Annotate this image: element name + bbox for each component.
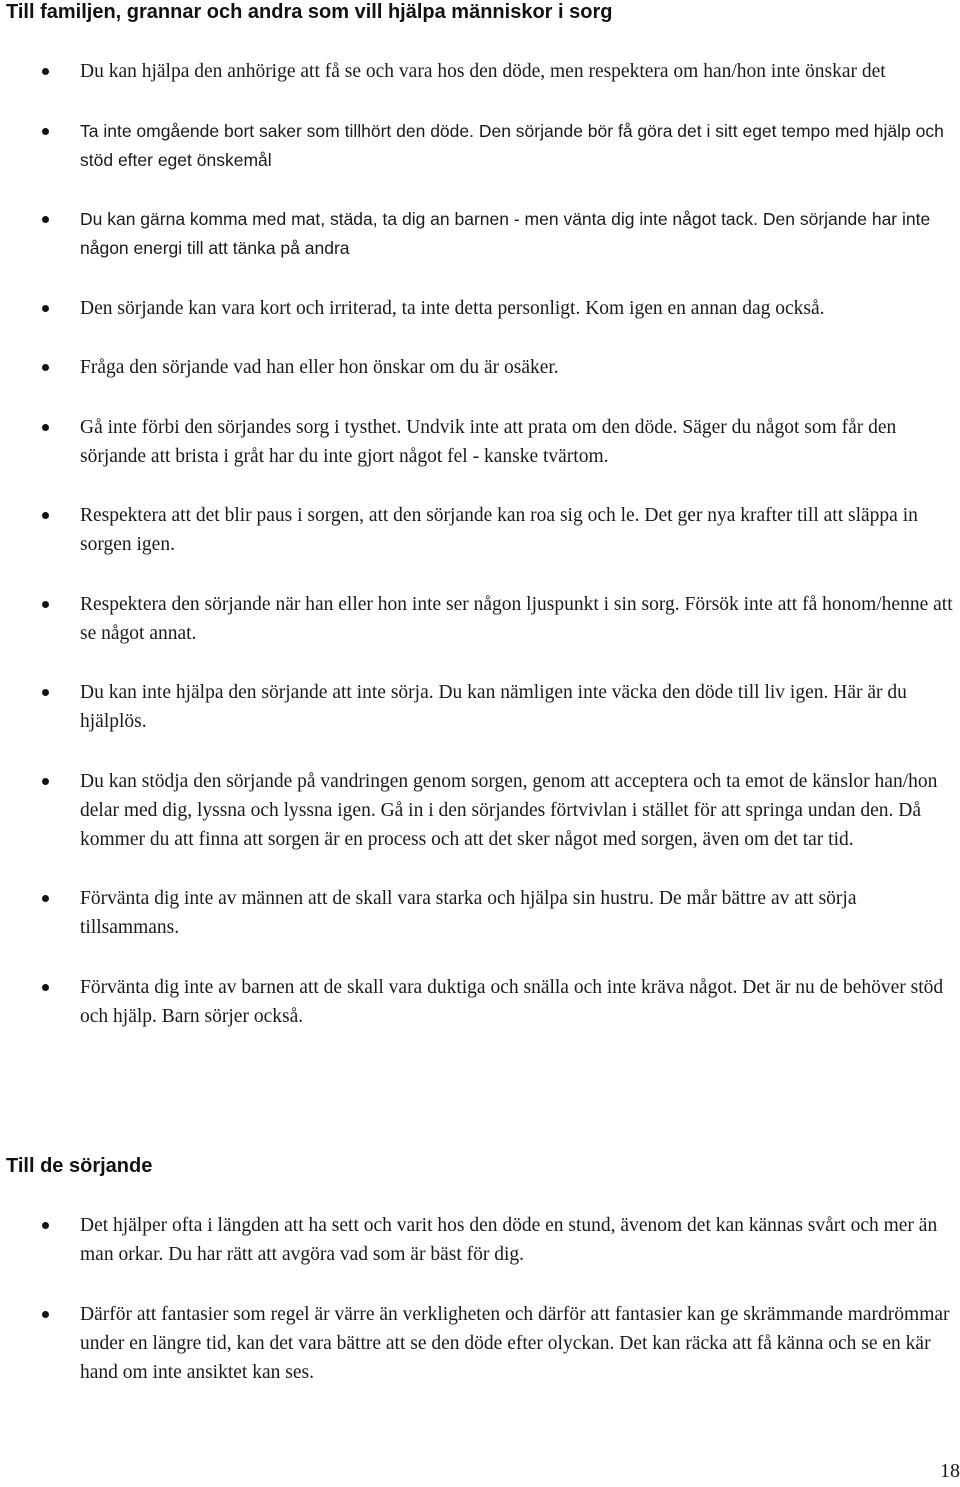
list-item-text: Förvänta dig inte av barnen att de skall vara duktiga och snälla och inte kräva något. Det är nu de behöver stöd och hjälp. Barn sörjer också. <box>80 976 944 1027</box>
list-item <box>0 767 960 854</box>
list-item <box>0 590 960 648</box>
list-item-text: Det hjälper ofta i längden att ha sett och varit hos den döde en stund, ävenom det kan kännas svårt och mer än man orkar. Du har rätt att avgöra vad som är bäst för dig. <box>80 1215 938 1265</box>
list-item-text: Förvänta dig inte av männen att de skall vara starka och hjälpa sin hustru. De mår bättre av att sörja tillsammans. <box>80 888 857 938</box>
bullet-icon <box>42 984 49 991</box>
list-item-text: Gå inte förbi den sörjandes sorg i tysthet. Undvik inte att prata om den döde. Säger du något som får den sörjande att brista i gråt har du inte gjort något fel - kanske tvärtom. <box>80 416 897 467</box>
list-item <box>0 501 960 559</box>
list-item-text: Du kan hjälpa den anhörige att få se och vara hos den döde, men respektera om han/hon inte önskar det <box>80 61 886 82</box>
list-item <box>0 884 960 942</box>
page-number: 18 <box>940 1460 960 1482</box>
list-item <box>0 353 960 382</box>
bullet-icon <box>42 305 49 312</box>
advice-list-bereaved <box>0 1211 960 1417</box>
bullet-icon <box>42 778 49 785</box>
bullet-icon <box>42 512 49 519</box>
list-item <box>0 57 960 86</box>
bullet-icon <box>42 895 49 902</box>
bullet-icon <box>42 689 49 696</box>
section-heading-bereaved: Till de sörjande <box>6 1155 153 1177</box>
list-item <box>0 413 960 471</box>
list-item-text: Du kan gärna komma med mat, städa, ta dig an barnen - men vänta dig inte något tack. Den sörjande har inte någon energi till att tänka på andra <box>80 209 931 258</box>
list-item <box>0 117 960 175</box>
list-item-text: Den sörjande kan vara kort och irriterad, ta inte detta personligt. Kom igen en annan dag också. <box>80 297 825 319</box>
list-item-text: Respektera den sörjande när han eller hon inte ser någon ljuspunkt i sin sorg. Försök inte att få honom/henne att se något annat. <box>80 593 953 644</box>
list-item-text: Du kan inte hjälpa den sörjande att inte sörja. Du kan nämligen inte väcka den döde till liv igen. Här är du hjälplös. <box>80 682 907 732</box>
bullet-icon <box>42 601 49 608</box>
bullet-icon <box>42 128 49 135</box>
list-item-text: Du kan stödja den sörjande på vandringen genom sorgen, genom att acceptera och ta emot de känslor han/hon delar med dig, lyssna och lyssna igen. Gå in i den sörjandes förtvivlan i stället för att springa undan den. Då kommer du att finna att sorgen är en process och att det sker något med sorgen, även om det tar tid. <box>80 770 938 850</box>
bullet-icon <box>42 1311 49 1318</box>
list-item <box>0 973 960 1031</box>
list-item <box>0 205 960 263</box>
advice-list-family <box>0 57 960 1061</box>
bullet-icon <box>42 364 49 371</box>
list-item <box>0 294 960 323</box>
bullet-icon <box>42 1222 49 1229</box>
bullet-icon <box>42 216 49 223</box>
list-item-text: Därför att fantasier som regel är värre än verkligheten och därför att fantasier kan ge skrämmande mardrömmar under en längre tid, kan det vara bättre att se den döde efter olyckan. Det kan räcka att få känna och se en kär hand om inte ansiktet kan ses. <box>80 1303 950 1383</box>
bullet-icon <box>42 68 49 75</box>
list-item-text: Respektera att det blir paus i sorgen, att den sörjande kan roa sig och le. Det ger nya krafter till att släppa in sorgen igen. <box>80 505 918 555</box>
list-item-text: Fråga den sörjande vad han eller hon önskar om du är osäker. <box>80 357 559 378</box>
list-item <box>0 678 960 736</box>
list-item-text: Ta inte omgående bort saker som tillhört den döde. Den sörjande bör få göra det i sitt eget tempo med hjälp och stöd efter eget önskemål <box>80 120 944 170</box>
bullet-icon <box>42 424 49 431</box>
list-item <box>0 1211 960 1269</box>
list-item <box>0 1300 960 1387</box>
section-heading-family: Till familjen, grannar och andra som vill hjälpa människor i sorg <box>6 1 613 23</box>
